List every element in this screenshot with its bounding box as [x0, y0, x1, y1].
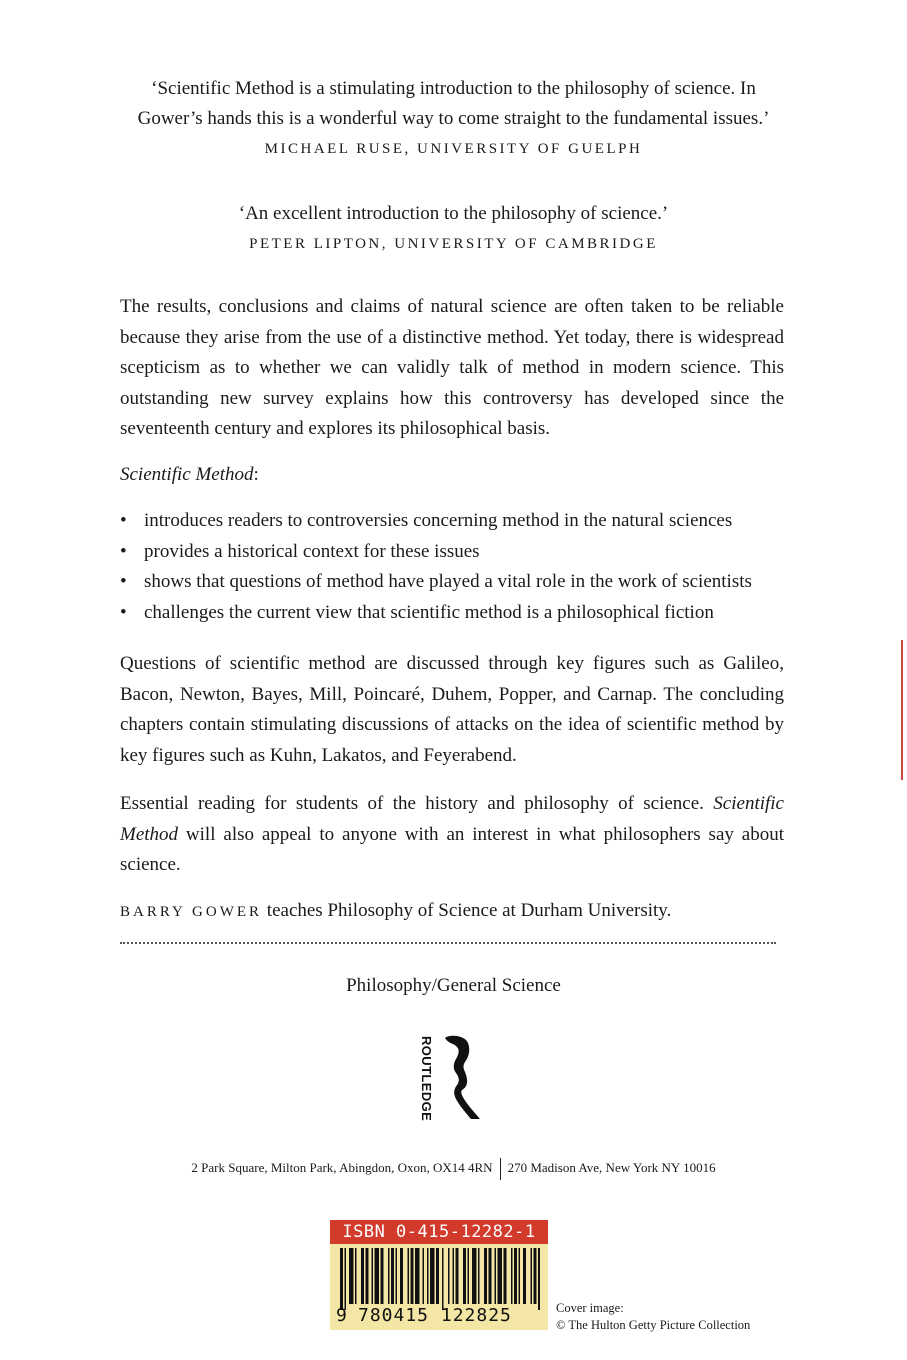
- quote-line: ‘An excellent introduction to the philosophy of science.’: [238, 203, 669, 224]
- isbn-label: ISBN 0-415-12282-1: [330, 1220, 548, 1244]
- routledge-logo-icon: [418, 1032, 486, 1124]
- barcode-stripe: [436, 1248, 439, 1304]
- author-name: BARRY GOWER: [120, 904, 263, 920]
- barcode-stripe: [388, 1248, 390, 1304]
- address-us: 270 Madison Ave, New York NY 10016: [507, 1160, 716, 1175]
- list-heading-title: Scientific Method: [120, 464, 254, 485]
- routledge-profile-shape: [445, 1036, 480, 1119]
- intro-paragraph: The results, conclusions and claims of natural science are often taken to be reliable because they arise from the use of a distinctive method. Yet today, there is widespread scepticism as to whether we can validly talk of method in modern science. This outstanding new survey explains how this controversy has developed since the seventeenth century and explores its philosophical basis.: [120, 296, 784, 439]
- quote-line: Gower’s hands this is a wonderful way to come straight to the fundamental issues.’: [137, 108, 770, 129]
- barcode-stripe: [495, 1248, 497, 1304]
- list-item: • challenges the current view that scientific method is a philosophical fiction: [120, 598, 784, 629]
- barcode-stripe: [534, 1248, 537, 1304]
- barcode-stripe: [519, 1248, 521, 1304]
- essential-text: Essential reading for students of the history and philosophy of science.: [120, 793, 714, 814]
- barcode-stripe: [472, 1248, 477, 1304]
- publisher-logo-text: ROUTLEDGE: [419, 1036, 434, 1122]
- address-separator: [500, 1158, 501, 1180]
- barcode-stripe: [400, 1248, 403, 1304]
- barcode-stripe: [408, 1248, 410, 1304]
- barcode-stripe: [345, 1248, 347, 1310]
- barcode-stripe: [448, 1248, 450, 1304]
- subject-category: Philosophy/General Science: [346, 975, 561, 996]
- barcode-stripe: [427, 1248, 429, 1304]
- barcode-stripe: [511, 1248, 513, 1304]
- cover-credit-line: © The Hulton Getty Picture Collection: [556, 1318, 751, 1332]
- list-heading: [120, 460, 784, 491]
- barcode-stripe: [484, 1248, 487, 1304]
- barcode-stripe: [468, 1248, 470, 1304]
- barcode-stripe: [489, 1248, 492, 1304]
- publisher-addresses: [0, 1158, 907, 1180]
- barcode-stripe: [423, 1248, 425, 1304]
- barcode-stripe: [381, 1248, 384, 1304]
- barcode-stripe: [456, 1248, 459, 1304]
- essential-paragraph: [120, 789, 784, 881]
- essential-text: will also appeal to anyone with an interest in what philosophers say about science.: [120, 823, 784, 875]
- barcode-stripe: [396, 1248, 398, 1304]
- feature-list: [120, 506, 784, 628]
- cover-credit-line: Cover image:: [556, 1301, 624, 1315]
- isbn-barcode: [330, 1220, 548, 1330]
- barcode-stripe: [442, 1248, 444, 1310]
- review-quote-ruse: [0, 74, 907, 164]
- list-heading-colon: :: [253, 464, 259, 485]
- author-bio: [120, 897, 671, 926]
- review-quote-lipton: [0, 199, 907, 259]
- barcode-stripe: [453, 1248, 455, 1304]
- barcode-stripe: [411, 1248, 414, 1304]
- barcode-stripe: [340, 1248, 343, 1310]
- quote-attribution: MICHAEL RUSE, UNIVERSITY OF GUELPH: [264, 141, 643, 157]
- barcode-stripe: [504, 1248, 507, 1304]
- address-uk: 2 Park Square, Milton Park, Abingdon, Oxon, OX14 4RN: [191, 1160, 493, 1175]
- barcode-first-digit: 9: [336, 1305, 347, 1326]
- barcode-stripe: [355, 1248, 357, 1304]
- barcode-stripe: [349, 1248, 354, 1304]
- barcode-stripe: [498, 1248, 503, 1304]
- author-bio-text: teaches Philosophy of Science at Durham University.: [262, 900, 672, 921]
- barcode-stripe: [366, 1248, 369, 1304]
- barcode-stripe: [415, 1248, 420, 1304]
- barcode-stripe: [538, 1248, 540, 1310]
- list-item: • introduces readers to controversies concerning method in the natural sciences: [120, 506, 784, 537]
- barcode-stripe: [514, 1248, 517, 1304]
- barcode-stripe: [375, 1248, 380, 1304]
- barcode-stripe: [531, 1248, 533, 1304]
- barcode-stripe: [372, 1248, 374, 1304]
- essential-title: Scientific Method: [120, 793, 784, 845]
- edge-mark: [901, 640, 903, 780]
- barcode-stripe: [523, 1248, 526, 1304]
- figures-paragraph: Questions of scientific method are discussed through key figures such as Galileo, Bacon, Newton, Bayes, Mill, Poincaré, Duhem, Popper, and Carnap. The concluding chapters contain stimulating discussions of attacks on the idea of scientific method by key figures such as Kuhn, Lakatos, and Feyerabend.: [120, 653, 784, 766]
- barcode-stripe: [361, 1248, 364, 1304]
- dotted-divider: [120, 942, 776, 944]
- barcode-stripe: [478, 1248, 480, 1304]
- barcode-bars: [340, 1248, 540, 1310]
- barcode-stripe: [430, 1248, 435, 1304]
- list-item: • shows that questions of method have played a vital role in the work of scientists: [120, 567, 784, 598]
- barcode-digits: 780415 122825: [358, 1305, 512, 1326]
- barcode-stripe: [391, 1248, 394, 1304]
- quote-attribution: PETER LIPTON, UNIVERSITY OF CAMBRIDGE: [249, 236, 658, 252]
- barcode-stripe: [463, 1248, 466, 1304]
- quote-line: ‘Scientific Method is a stimulating introduction to the philosophy of science. In: [151, 78, 756, 99]
- cover-credit: [556, 1300, 750, 1334]
- list-item: • provides a historical context for these issues: [120, 537, 784, 568]
